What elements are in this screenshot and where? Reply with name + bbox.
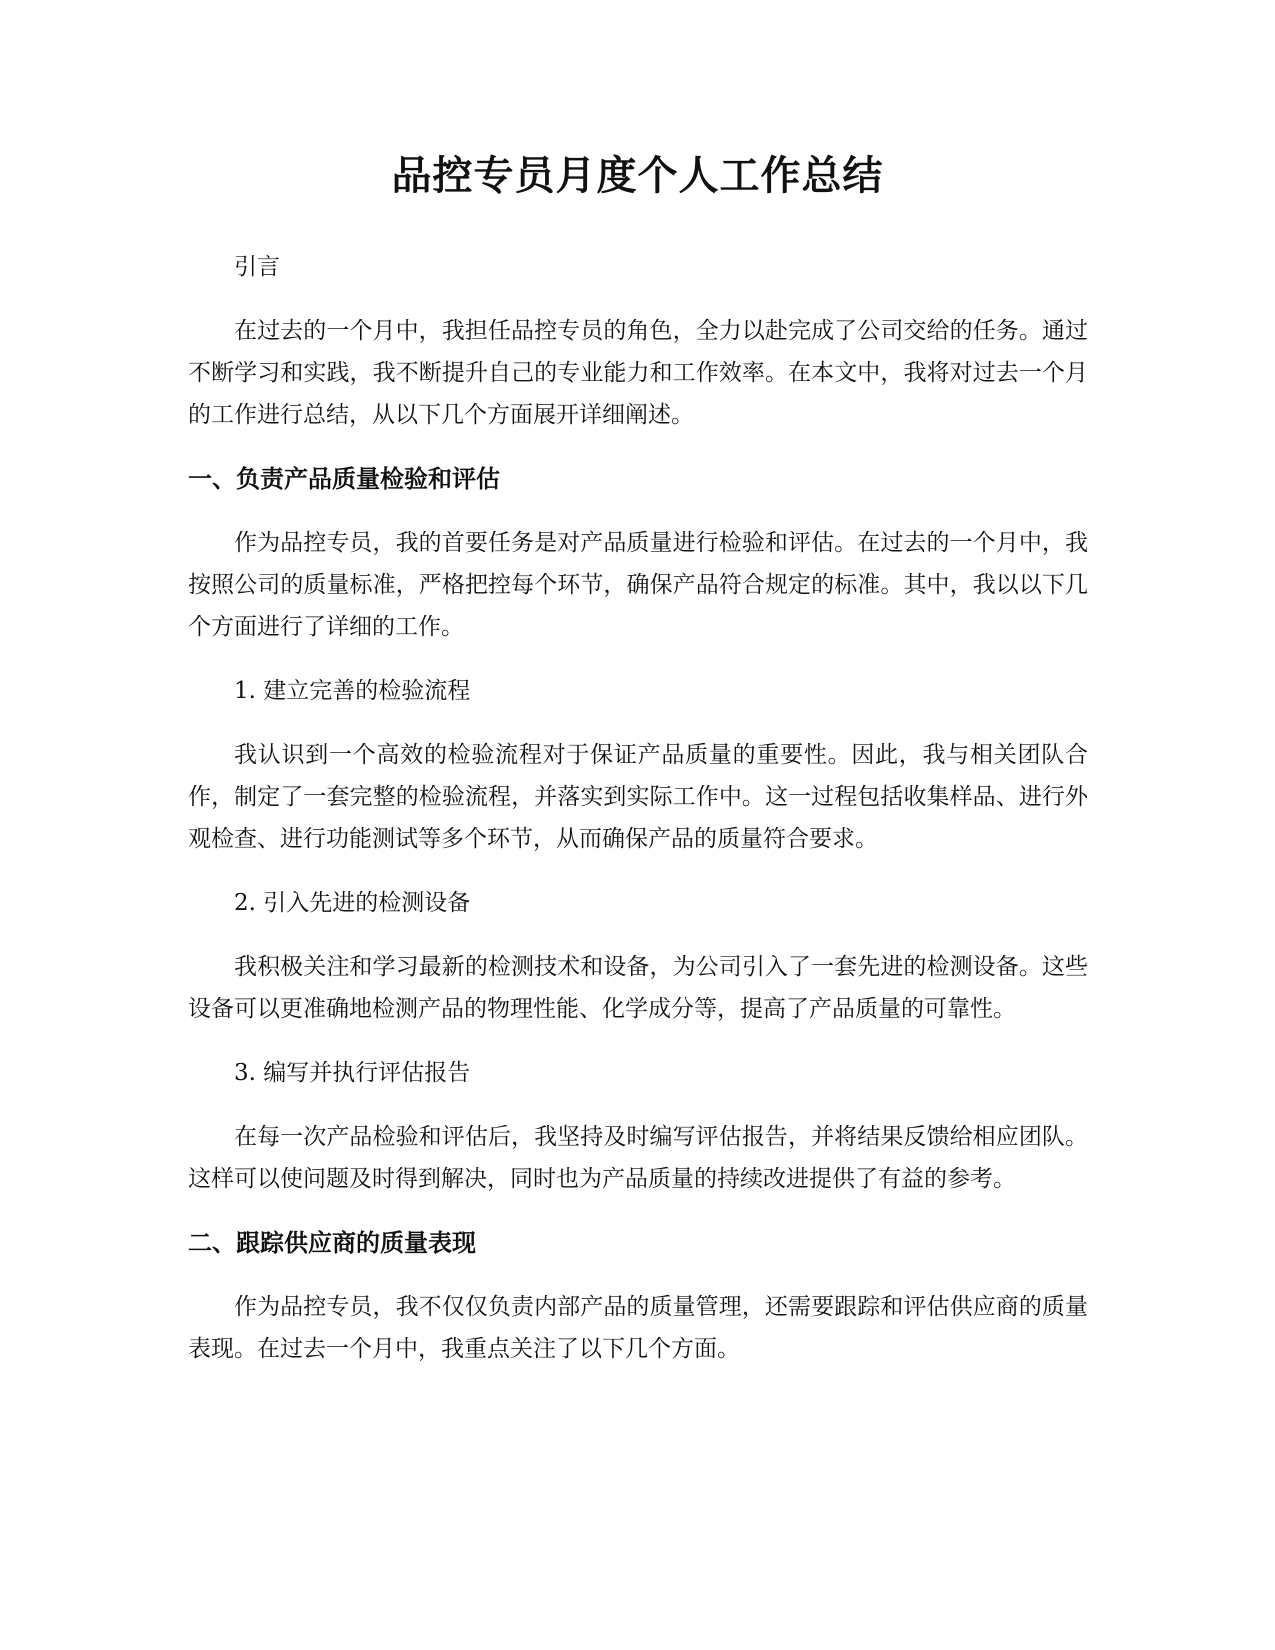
section-2-intro: 作为品控专员，我不仅仅负责内部产品的质量管理，还需要跟踪和评估供应商的质量表现。在过去一个月中，我重点关注了以下几个方面。 bbox=[188, 1294, 1088, 1362]
document-title: 品控专员月度个人工作总结 bbox=[391, 153, 884, 199]
section-1-item-1-text: 我认识到一个高效的检验流程对于保证产品质量的重要性。因此，我与相关团队合作，制定了一套完整的检验流程，并落实到实际工作中。这一过程包括收集样品、进行外观检查、进行功能测试等多个环节，从而确保产品的质量符合要求。 bbox=[188, 742, 1088, 852]
section-1-item-1-title: 1. 建立完善的检验流程 bbox=[234, 678, 471, 704]
section-1-item-2-title: 2. 引入先进的检测设备 bbox=[234, 890, 471, 916]
section-1-item-2-text: 我积极关注和学习最新的检测技术和设备，为公司引入了一套先进的检测设备。这些设备可以更准确地检测产品的物理性能、化学成分等，提高了产品质量的可靠性。 bbox=[188, 954, 1088, 1022]
section-2-heading: 二、跟踪供应商的质量表现 bbox=[188, 1229, 476, 1257]
intro-heading: 引言 bbox=[234, 254, 280, 280]
section-1-item-3-text: 在每一次产品检验和评估后，我坚持及时编写评估报告，并将结果反馈给相应团队。这样可以使问题及时得到解决，同时也为产品质量的持续改进提供了有益的参考。 bbox=[188, 1124, 1088, 1192]
section-1-intro: 作为品控专员，我的首要任务是对产品质量进行检验和评估。在过去的一个月中，我按照公司的质量标准，严格把控每个环节，确保产品符合规定的标准。其中，我以以下几个方面进行了详细的工作。 bbox=[188, 530, 1088, 640]
document-body bbox=[188, 246, 1088, 1392]
intro-paragraph: 在过去的一个月中，我担任品控专员的角色，全力以赴完成了公司交给的任务。通过不断学习和实践，我不断提升自己的专业能力和工作效率。在本文中，我将对过去一个月的工作进行总结，从以下几个方面展开详细阐述。 bbox=[188, 318, 1088, 428]
section-1-heading: 一、负责产品质量检验和评估 bbox=[188, 465, 500, 493]
section-1-item-3-title: 3. 编写并执行评估报告 bbox=[234, 1060, 471, 1086]
